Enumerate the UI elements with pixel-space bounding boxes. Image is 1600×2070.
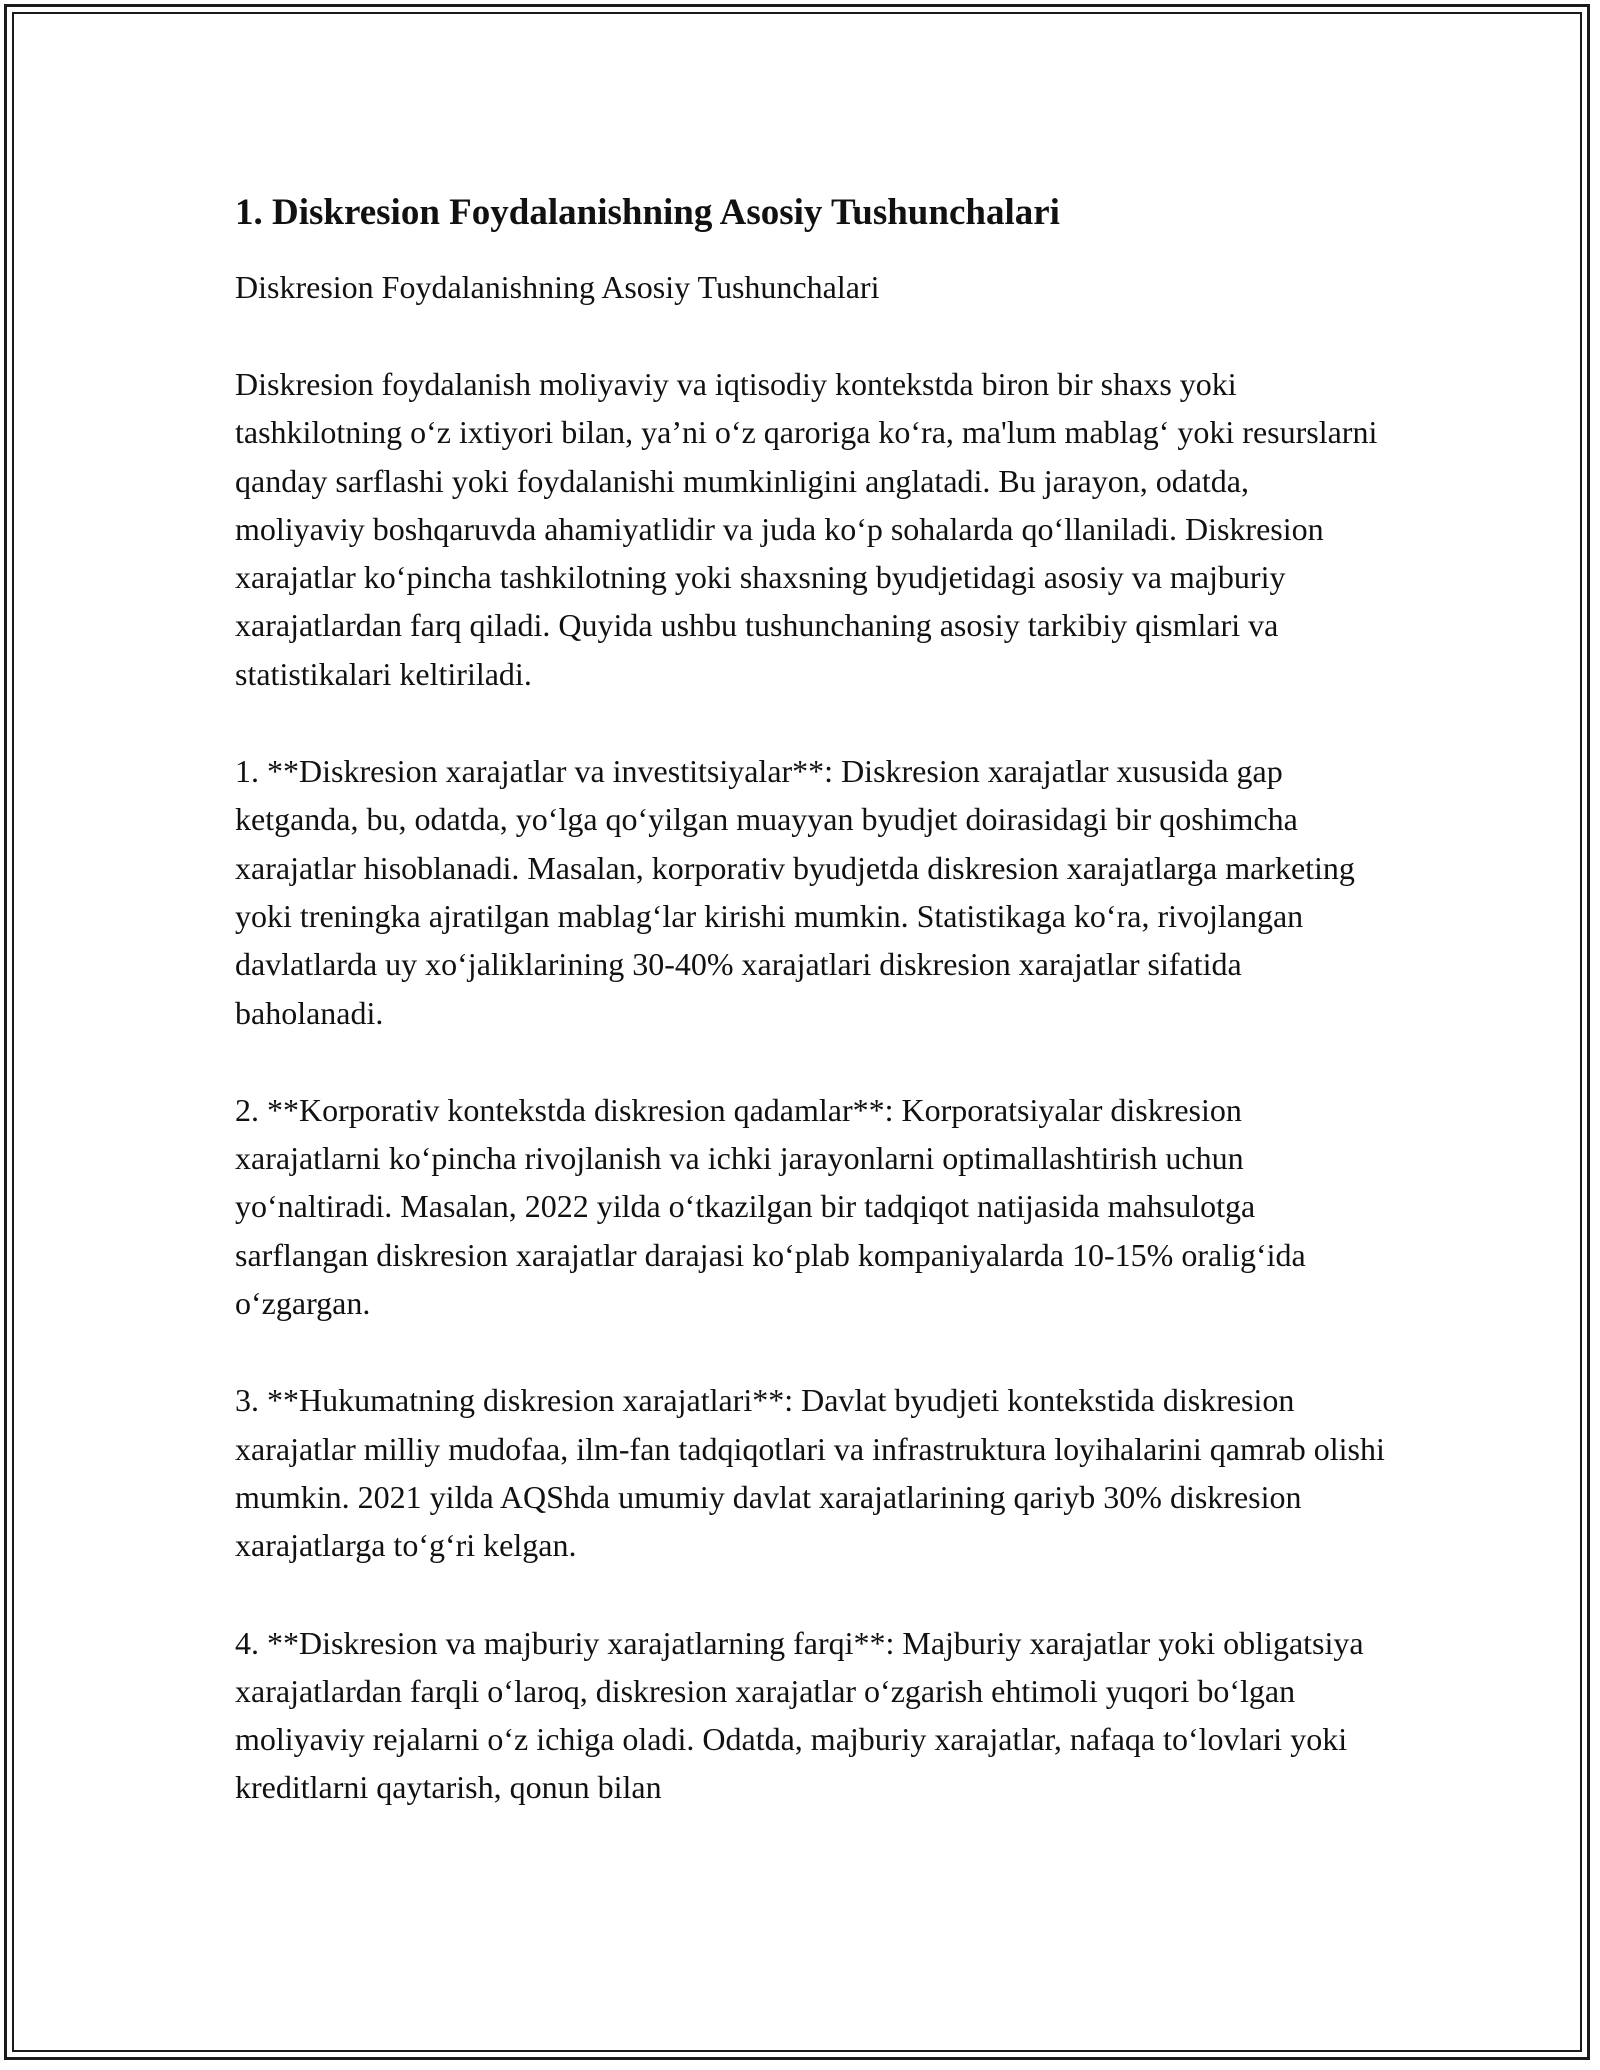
paragraph-item-3: 3. **Hukumatning diskresion xarajatlari**: Davlat byudjeti kontekstida diskresion xarajatlar milliy mudofaa, ilm-fan tadqiqotlari va infrastruktura loyihalarini qamrab olishi mumkin. 2021 yilda AQShda umumiy davlat xarajatlarining qariyb 30% diskresion xarajatlarga to‘g‘ri kelgan. <box>235 1382 1385 1564</box>
paragraph-item-1: 1. **Diskresion xarajatlar va investitsiyalar**: Diskresion xarajatlar xususida gap ketganda, bu, odatda, yo‘lga qo‘yilgan muayyan byudjet doirasidagi bir qoshimcha xarajatlar hisoblanadi. Masalan, korporativ byudjetda diskresion xarajatlarga marketing yoki treningka ajratilgan mablag‘lar kirishi mumkin. Statistikaga ko‘ra, rivojlangan davlatlarda uy xo‘jaliklarining 30-40% xarajatlari diskresion xarajatlar sifatida baholanadi. <box>235 753 1355 1031</box>
section-subtitle: Diskresion Foydalanishning Asosiy Tushunchalari <box>235 269 880 305</box>
paragraph-item-4: 4. **Diskresion va majburiy xarajatlarning farqi**: Majburiy xarajatlar yoki obligatsiya xarajatlardan farqli o‘laroq, diskresion xarajatlar o‘zgarish ehtimoli yuqori bo‘lgan moliyaviy rejalarni o‘z ichiga oladi. Odatda, majburiy xarajatlar, nafaqa to‘lovlari yoki kreditlarni qaytarish, qonun bilan <box>235 1624 1364 1806</box>
document-body <box>235 185 1385 1812</box>
section-heading: 1. Diskresion Foydalanishning Asosiy Tushunchalari <box>235 192 1060 233</box>
paragraph-intro: Diskresion foydalanish moliyaviy va iqtisodiy kontekstda biron bir shaxs yoki tashkilotning o‘z ixtiyori bilan, ya’ni o‘z qaroriga ko‘ra, ma'lum mablag‘ yoki resurslarni qanday sarflashi yoki foydalanishi mumkinligini anglatadi. Bu jarayon, odatda, moliyaviy boshqaruvda ahamiyatlidir va juda ko‘p sohalarda qo‘llaniladi. Diskresion xarajatlar ko‘pincha tashkilotning yoki shaxsning byudjetidagi asosiy va majburiy xarajatlardan farq qiladi. Quyida ushbu tushunchaning asosiy tarkibiy qismlari va statistikalari keltiriladi. <box>235 366 1378 692</box>
paragraph-item-2: 2. **Korporativ kontekstda diskresion qadamlar**: Korporatsiyalar diskresion xarajatlarni ko‘pincha rivojlanish va ichki jarayonlarni optimallashtirish uchun yo‘naltiradi. Masalan, 2022 yilda o‘tkazilgan bir tadqiqot natijasida mahsulotga sarflangan diskresion xarajatlar darajasi ko‘plab kompaniyalarda 10-15% oralig‘ida o‘zgargan. <box>235 1091 1306 1322</box>
